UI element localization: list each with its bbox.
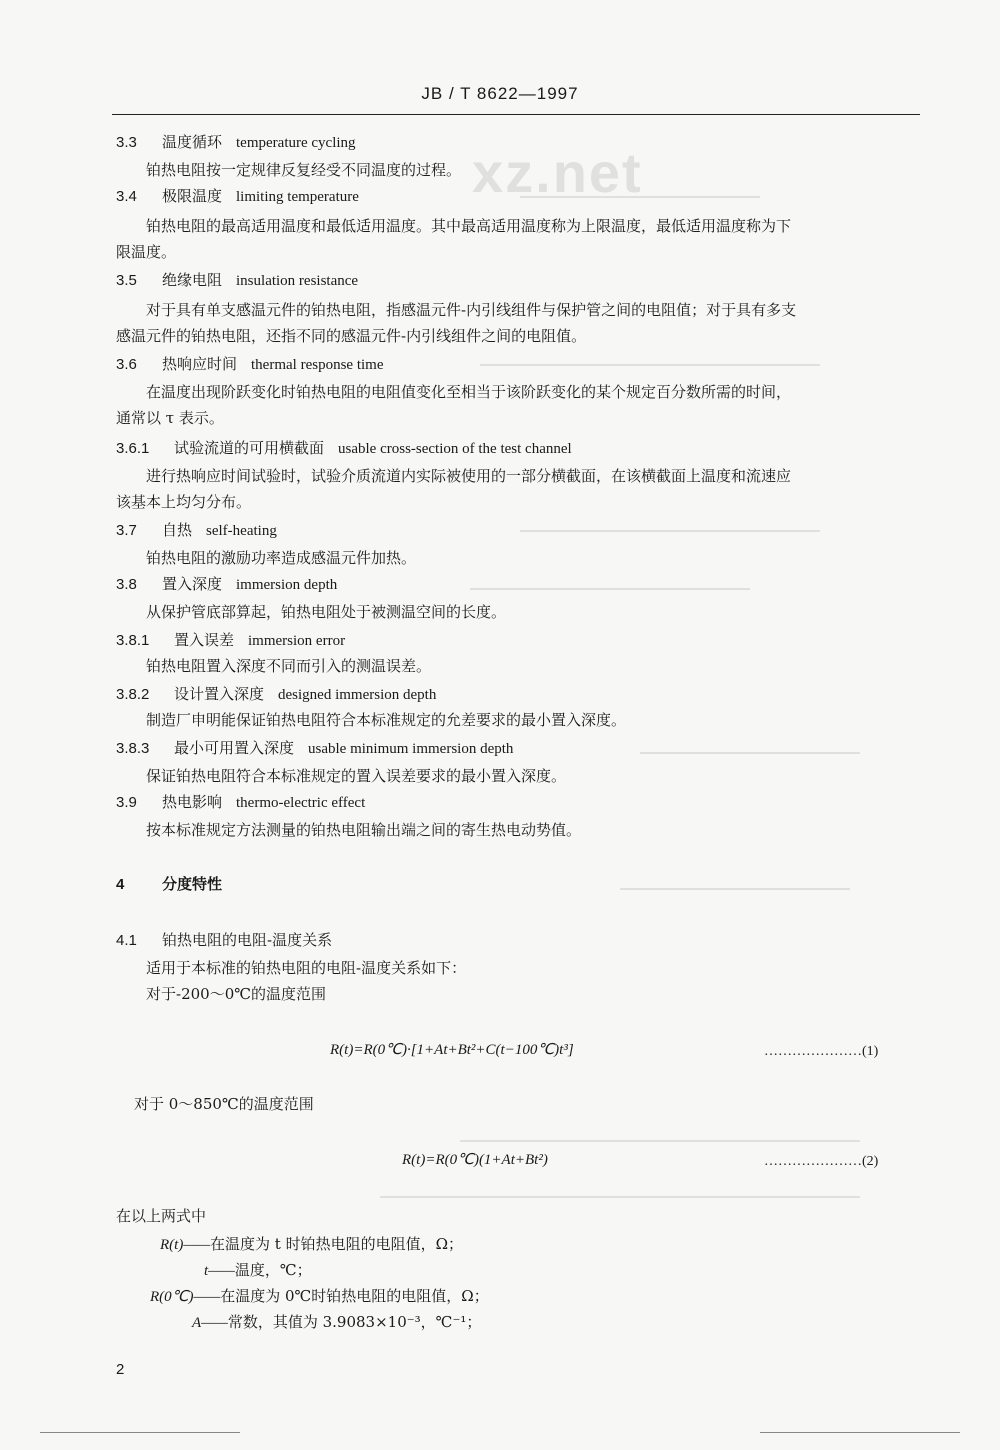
scan-noise <box>380 1196 860 1198</box>
scan-noise <box>640 752 860 754</box>
section-3-4-desc-2: 限温度。 <box>116 243 177 261</box>
section-3-8-2-title: 3.8.2 设计置入深度 designed immersion depth <box>116 685 437 703</box>
chapter-4-heading: 4 分度特性 <box>116 875 223 893</box>
section-3-4-title: 3.4 极限温度 limiting temperature <box>116 187 359 205</box>
header-rule <box>112 114 920 115</box>
definition-t: t——温度，℃； <box>204 1261 312 1279</box>
watermark: xz.net <box>472 141 643 204</box>
footer-rule-right <box>760 1432 960 1433</box>
section-3-6-desc-2: 通常以 τ 表示。 <box>116 409 224 427</box>
section-3-8-1-desc: 铂热电阻置入深度不同而引入的测温误差。 <box>146 657 432 675</box>
definition-r-0: R(0℃)——在温度为 0℃时铂热电阻的电阻值，Ω； <box>150 1287 489 1305</box>
section-3-4-desc-1: 铂热电阻的最高适用温度和最低适用温度。其中最高适用温度称为上限温度，最低适用温度称为下 <box>146 217 792 235</box>
definition-a: A——常数，其值为 3.9083×10⁻³，℃⁻¹； <box>192 1313 482 1331</box>
section-3-5-title: 3.5 绝缘电阻 insulation resistance <box>116 271 359 289</box>
footer-rule-left <box>40 1432 240 1433</box>
section-4-1-title: 4.1 铂热电阻的电阻-温度关系 <box>116 931 333 949</box>
section-3-6-desc-1: 在温度出现阶跃变化时铂热电阻的电阻值变化至相当于该阶跃变化的某个规定百分数所需的时间， <box>146 383 792 401</box>
section-3-9-title: 3.9 热电影响 thermo-electric effect <box>116 793 366 811</box>
formula-2-number: …………………(2) <box>764 1154 879 1169</box>
page-number: 2 <box>116 1361 125 1378</box>
section-3-3-desc: 铂热电阻按一定规律反复经受不同温度的过程。 <box>146 161 462 179</box>
section-4-1-line-1: 适用于本标准的铂热电阻的电阻-温度关系如下： <box>146 959 467 977</box>
section-3-7-desc: 铂热电阻的激励功率造成感温元件加热。 <box>146 549 417 567</box>
section-3-5-desc-2: 感温元件的铂热电阻，还指不同的感温元件-内引线组件之间的电阻值。 <box>116 327 587 345</box>
scan-noise <box>480 364 820 366</box>
scan-noise <box>520 530 820 532</box>
section-3-6-1-title: 3.6.1 试验流道的可用横截面 usable cross-section of the test channel <box>116 439 572 457</box>
scan-noise <box>470 588 750 590</box>
scan-noise <box>460 1140 860 1142</box>
formula-1: R(t)=R(0℃)·[1+At+Bt²+C(t−100℃)t³] <box>330 1042 574 1058</box>
section-3-8-title: 3.8 置入深度 immersion depth <box>116 575 338 593</box>
section-3-6-title: 3.6 热响应时间 thermal response time <box>116 355 384 373</box>
section-3-8-1-title: 3.8.1 置入误差 immersion error <box>116 631 346 649</box>
scan-noise <box>520 196 760 198</box>
section-4-1-line-2: 对于-200～0℃的温度范围 <box>146 985 327 1003</box>
section-3-6-1-desc-1: 进行热响应时间试验时，试验介质流道内实际被使用的一部分横截面，在该横截面上温度和流速应 <box>146 467 792 485</box>
section-3-3-title: 3.3 温度循环 temperature cycling <box>116 133 356 151</box>
section-4-1-line-3: 对于 0～850℃的温度范围 <box>134 1095 314 1113</box>
formula-1-number: …………………(1) <box>764 1044 879 1059</box>
where-label: 在以上两式中 <box>116 1207 207 1225</box>
section-3-5-desc-1: 对于具有单支感温元件的铂热电阻，指感温元件-内引线组件与保护管之间的电阻值；对于具有多支 <box>146 301 797 319</box>
section-3-9-desc: 按本标准规定方法测量的铂热电阻输出端之间的寄生热电动势值。 <box>146 821 582 839</box>
section-3-6-1-desc-2: 该基本上均匀分布。 <box>116 493 252 511</box>
section-3-8-3-title: 3.8.3 最小可用置入深度 usable minimum immersion depth <box>116 739 514 757</box>
section-3-8-3-desc: 保证铂热电阻符合本标准规定的置入误差要求的最小置入深度。 <box>146 767 567 785</box>
section-3-8-2-desc: 制造厂申明能保证铂热电阻符合本标准规定的允差要求的最小置入深度。 <box>146 711 627 729</box>
formula-2: R(t)=R(0℃)(1+At+Bt²) <box>402 1152 548 1168</box>
scan-noise <box>620 888 850 890</box>
section-3-7-title: 3.7 自热 self-heating <box>116 521 277 539</box>
definition-r-t: R(t)——在温度为 t 时铂热电阻的电阻值，Ω； <box>160 1235 464 1253</box>
page-header: JB / T 8622—1997 <box>421 84 579 103</box>
section-3-8-desc: 从保护管底部算起，铂热电阻处于被测温空间的长度。 <box>146 603 507 621</box>
